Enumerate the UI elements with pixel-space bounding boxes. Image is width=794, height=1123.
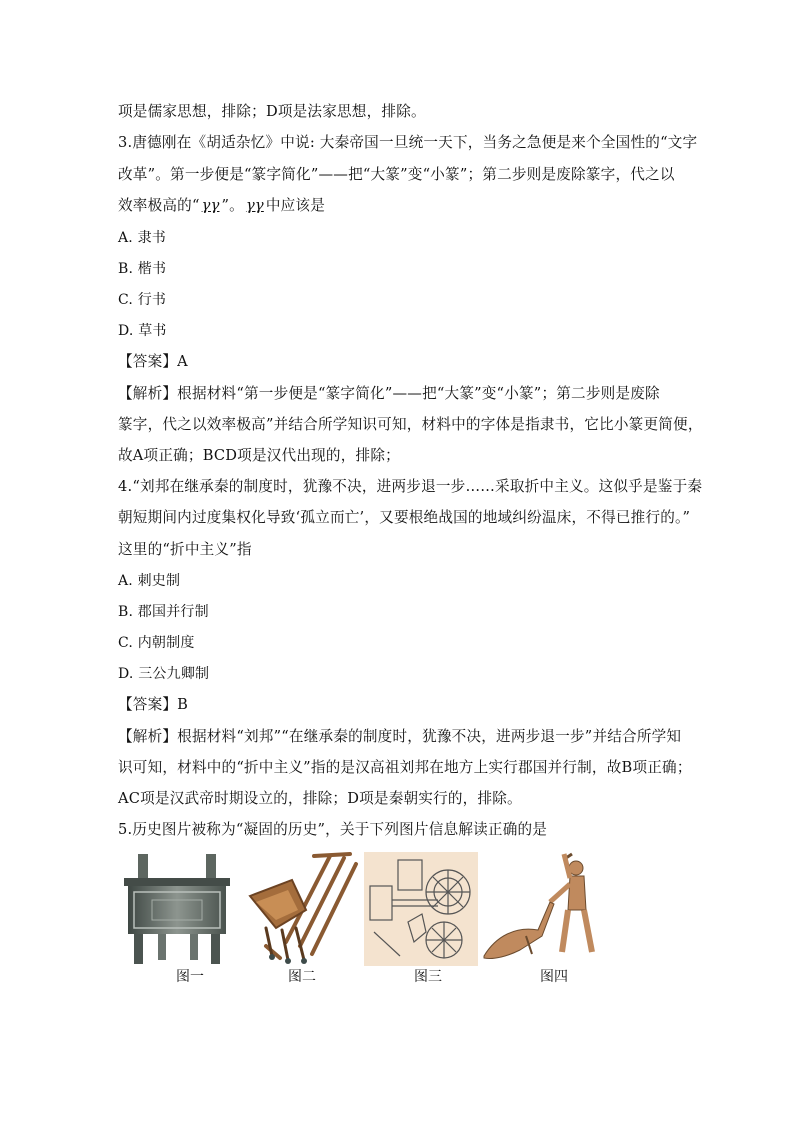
explanation: 【解析】根据材料“第一步便是“篆字简化”——把“大篆”变“小篆”；第二步则是废除 bbox=[118, 385, 660, 402]
figure-1-caption: 图一 bbox=[176, 969, 204, 985]
explanation: 识可知，材料中的“折中主义”指的是汉高祖刘邦在地方上实行郡国并行制，故B项正确； bbox=[118, 759, 692, 776]
option-a: A. 隶书 bbox=[118, 230, 167, 246]
blank-2: γγ bbox=[245, 197, 264, 214]
stem-text: 中应该是 bbox=[265, 197, 326, 214]
question-5-stem: 5.历史图片被称为“凝固的历史”，关于下列图片信息解读正确的是 bbox=[118, 821, 548, 838]
explanation: 篆字，代之以效率极高”并结合所学知识可知，材料中的字体是指隶书，它比小篆更简便， bbox=[118, 416, 703, 433]
option-d: D. 三公九卿制 bbox=[118, 666, 210, 682]
question-3-stem bbox=[118, 196, 325, 216]
option-c: C. 行书 bbox=[118, 292, 167, 308]
option-b: B. 楷书 bbox=[118, 261, 167, 277]
bronze-ding-image bbox=[118, 852, 236, 966]
water-wheel-sketch-image bbox=[364, 852, 478, 966]
option-a: A. 刺史制 bbox=[118, 573, 181, 589]
figure-3-caption: 图三 bbox=[414, 969, 442, 985]
question-4-stem: 朝短期间内过度集权化导致‘孤立而亡’，又要根绝战国的地域纠纷温床，不得已推行的。” bbox=[118, 509, 691, 526]
stem-text: ”。 bbox=[221, 197, 244, 214]
question-4-stem: 这里的“折中主义”指 bbox=[118, 541, 252, 558]
question-3-stem: 3.唐德刚在《胡适杂忆》中说: 大秦帝国一旦统一天下，当务之急便是来个全国性的“文字 bbox=[118, 134, 698, 151]
figure-4-caption: 图四 bbox=[540, 969, 568, 985]
option-d: D. 草书 bbox=[118, 323, 167, 339]
blank-1: γγ bbox=[201, 197, 220, 214]
explanation: 【解析】根据材料“刘邦”“在继承秦的制度时，犹豫不决，进两步退一步”并结合所学知 bbox=[118, 728, 682, 745]
question-3-stem: 改革”。第一步便是“篆字简化”——把“大篆”变“小篆”；第二步则是废除篆字，代之以 bbox=[118, 166, 675, 183]
explanation: AC项是汉武帝时期设立的，排除；D项是秦朝实行的，排除。 bbox=[118, 790, 522, 807]
answer: 【答案】A bbox=[118, 353, 188, 370]
man-with-plough-image bbox=[480, 852, 604, 966]
stem-text: 效率极高的“ bbox=[118, 197, 200, 214]
option-c: C. 内朝制度 bbox=[118, 635, 195, 651]
figure-2-caption: 图二 bbox=[288, 969, 316, 985]
explanation: 故A项正确；BCD项是汉代出现的，排除； bbox=[118, 447, 400, 464]
answer: 【答案】B bbox=[118, 696, 189, 713]
text-line: 项是儒家思想，排除；D项是法家思想，排除。 bbox=[118, 103, 426, 120]
wooden-seeder-image bbox=[236, 850, 362, 964]
question-4-stem: 4.“刘邦在继承秦的制度时，犹豫不决，进两步退一步……采取折中主义。这似乎是鉴于秦 bbox=[118, 478, 703, 495]
option-b: B. 郡国并行制 bbox=[118, 604, 209, 620]
